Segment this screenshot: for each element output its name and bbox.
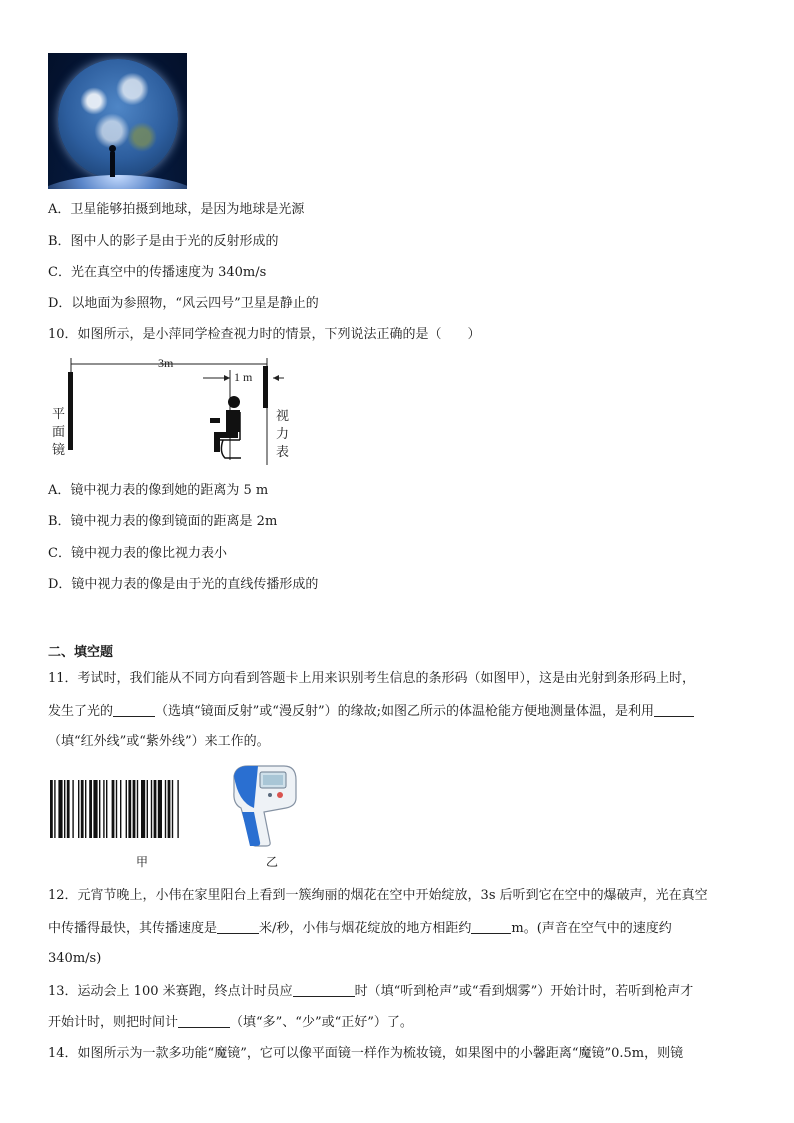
q12-blank-1[interactable] <box>217 920 259 934</box>
q9-option-c: C．光在真空中的传播速度为 340m/s <box>48 265 267 280</box>
q13-line1: 13．运动会上 100 米赛跑，终点计时员应 时（填“听到枪声”或“看到烟雾”）开始计时，若听到枪声才 <box>48 984 694 999</box>
q10-figure <box>48 350 308 465</box>
chart-label-1: 视 <box>276 409 290 424</box>
q11-line1: 11．考试时，我们能从不同方向看到答题卡上用来识别考生信息的条形码（如图甲），这是由光射到条形码上时， <box>48 671 696 686</box>
q10-option-b: B．镜中视力表的像到镜面的距离是 2m <box>48 514 278 529</box>
q13-blank-2[interactable] <box>178 1014 230 1028</box>
seated-person <box>210 396 240 452</box>
q12-line2: 中传播得最快，其传播速度是 米/秒，小伟与烟花绽放的地方相距约 m。(声音在空气中的速度约 <box>48 921 672 936</box>
q10-option-a: A．镜中视力表的像到她的距离为 5 m <box>48 483 269 498</box>
dim-label-3m: 3m <box>158 356 174 370</box>
mirror-label-3: 镜 <box>52 443 66 458</box>
q10-option-c: C．镜中视力表的像比视力表小 <box>48 546 227 561</box>
q14-line1: 14．如图所示为一款多功能“魔镜”，它可以像平面镜一样作为梳妆镜，如果图中的小馨距离“魔镜”0.5m，则镜 <box>48 1046 684 1061</box>
eye-chart <box>263 366 268 408</box>
horizon-glow <box>48 175 187 189</box>
earth-photo <box>48 53 187 189</box>
q10-stem: 10．如图所示，是小萍同学检查视力时的情景，下列说法正确的是（ ） <box>48 327 481 342</box>
person-silhouette <box>110 151 115 177</box>
label-jia: 甲 <box>136 855 149 869</box>
chart-label-2: 力 <box>276 427 290 442</box>
q11-blank-2[interactable] <box>654 703 694 717</box>
q13-blank-1[interactable] <box>293 983 355 997</box>
q12-line1: 12．元宵节晚上，小伟在家里阳台上看到一簇绚丽的烟花在空中开始绽放，3s 后听到它在空中的爆破声，光在真空 <box>48 888 708 903</box>
chart-label-3: 表 <box>276 445 290 460</box>
q13-line2: 开始计时，则把时间计 （填“多”、“少”或“正好”）了。 <box>48 1015 413 1030</box>
q11-blank-1[interactable] <box>113 703 155 717</box>
mirror-label-2: 面 <box>52 425 66 440</box>
barcode-image <box>50 780 218 838</box>
label-yi: 乙 <box>266 855 279 869</box>
q9-option-a: A．卫星能够拍摄到地球，是因为地球是光源 <box>48 202 305 217</box>
q11-line2: 发生了光的 （选填“镜面反射”或“漫反射”）的缘故;如图乙所示的体温枪能方便地测量体温，是利用 <box>48 703 694 720</box>
q9-option-b: B．图中人的影子是由于光的反射形成的 <box>48 234 279 249</box>
q12-line3: 340m/s) <box>48 951 102 966</box>
mirror-label-1: 平 <box>52 407 66 422</box>
q12-blank-2[interactable] <box>471 920 511 934</box>
dim-label-1m: 1 m <box>234 370 253 384</box>
q10-option-d: D．镜中视力表的像是由于光的直线传播形成的 <box>48 577 319 592</box>
q9-option-d: D．以地面为参照物，“风云四号”卫星是静止的 <box>48 296 319 311</box>
plane-mirror <box>68 372 73 450</box>
thermometer-gun-image <box>226 762 300 848</box>
q11-line3: （填“红外线”或“紫外线”）来工作的。 <box>48 734 270 749</box>
section-title: 二、填空题 <box>48 645 114 660</box>
earth-globe <box>58 59 178 179</box>
